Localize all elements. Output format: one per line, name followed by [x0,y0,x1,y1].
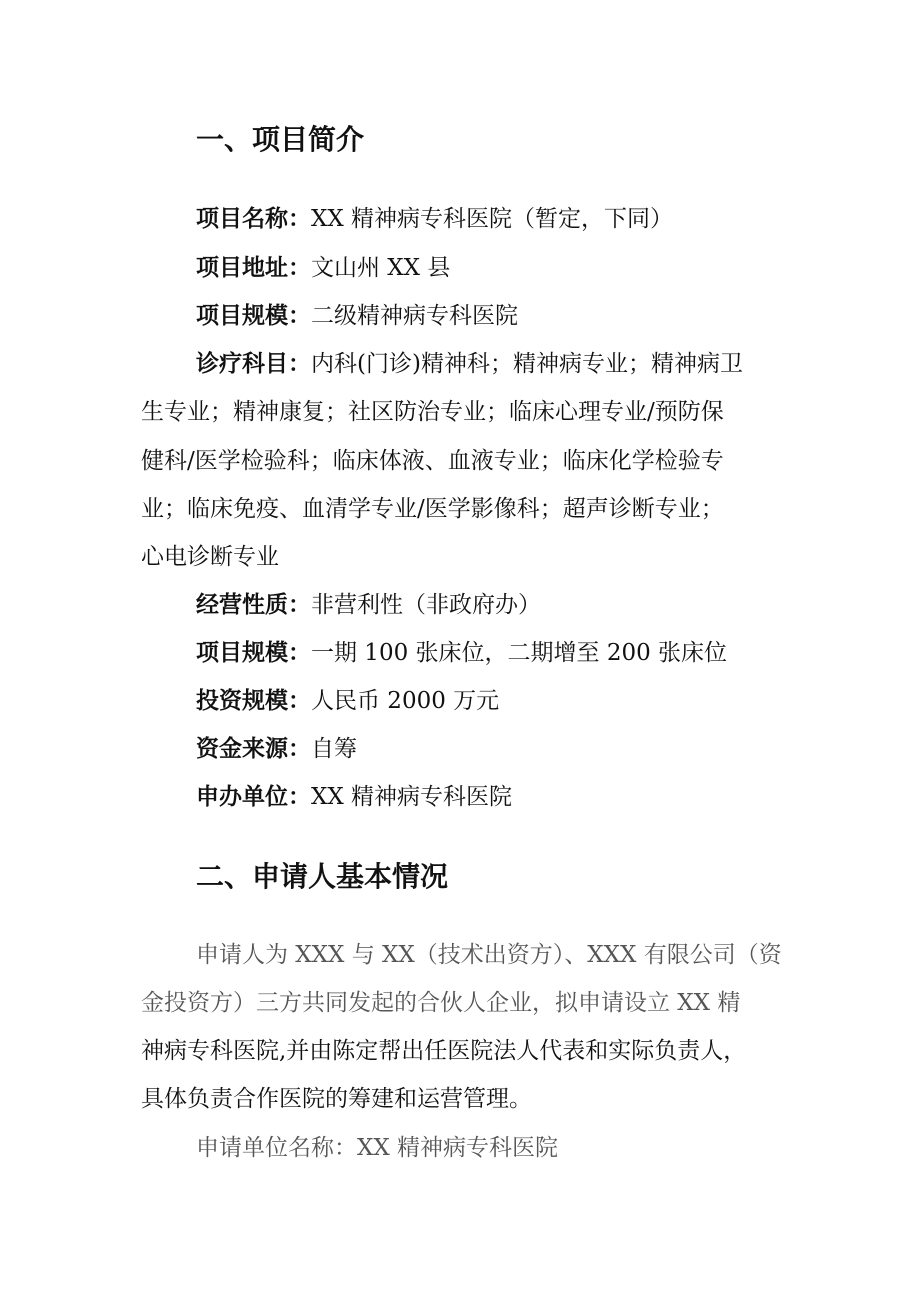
departments-line: 健科/医学检验科；临床体液、血液专业；临床化学检验专 [141,448,724,474]
project-scale-row [196,301,518,331]
project-address-row [196,253,450,283]
bed-scale-value: 一期 100 张床位，二期增至 200 张床位 [311,640,728,666]
departments-label: 诊疗科目： [196,351,311,377]
departments-line: 生专业；精神康复；社区防治专业；临床心理专业/预防保 [141,399,724,425]
applicant-paragraph-line: 神病专科医院,并由陈定帮出任医院法人代表和实际负责人， [141,1038,747,1064]
project-address-label: 项目地址： [196,255,311,281]
project-address-value: 文山州 XX 县 [311,255,451,281]
departments-line: 业；临床免疫、血清学专业/医学影像科；超声诊断专业； [141,496,724,522]
sponsor-value: XX 精神病专科医院 [311,784,513,810]
operation-nature-label: 经营性质： [196,592,311,618]
investment-value: 人民币 2000 万元 [311,688,500,714]
investment-label: 投资规模： [196,688,311,714]
sponsor-row [196,782,512,812]
section-1-heading: 一、项目简介 [196,123,365,156]
applicant-paragraph-line: 金投资方）三方共同发起的合伙人企业，拟申请设立 XX 精 [141,990,741,1016]
applicant-unit-name: 申请单位名称：XX 精神病专科医院 [196,1135,559,1161]
sponsor-label: 申办单位： [196,784,311,810]
departments-line: 内科(门诊)精神科；精神病专业；精神病卫 [311,351,743,377]
applicant-paragraph-line: 具体负责合作医院的筹建和运营管理。 [141,1086,532,1112]
bed-scale-label: 项目规模： [196,640,311,666]
departments-row [196,349,743,379]
project-name-label: 项目名称： [196,206,311,232]
section-2-heading: 二、申请人基本情况 [196,860,449,893]
project-name-value: XX 精神病专科医院（暂定，下同） [311,206,674,232]
project-scale-value: 二级精神病专科医院 [311,303,518,329]
project-name-row [196,204,673,234]
operation-nature-row [196,590,541,620]
applicant-paragraph-line: 申请人为 XXX 与 XX（技术出资方）、XXX 有限公司（资 [196,942,782,968]
funding-label: 资金来源： [196,736,311,762]
operation-nature-value: 非营利性（非政府办） [311,592,541,618]
funding-value: 自筹 [311,736,357,762]
bed-scale-row [196,638,727,668]
funding-row [196,734,357,764]
project-scale-label: 项目规模： [196,303,311,329]
departments-line: 心电诊断专业 [141,544,279,570]
investment-row [196,686,499,716]
